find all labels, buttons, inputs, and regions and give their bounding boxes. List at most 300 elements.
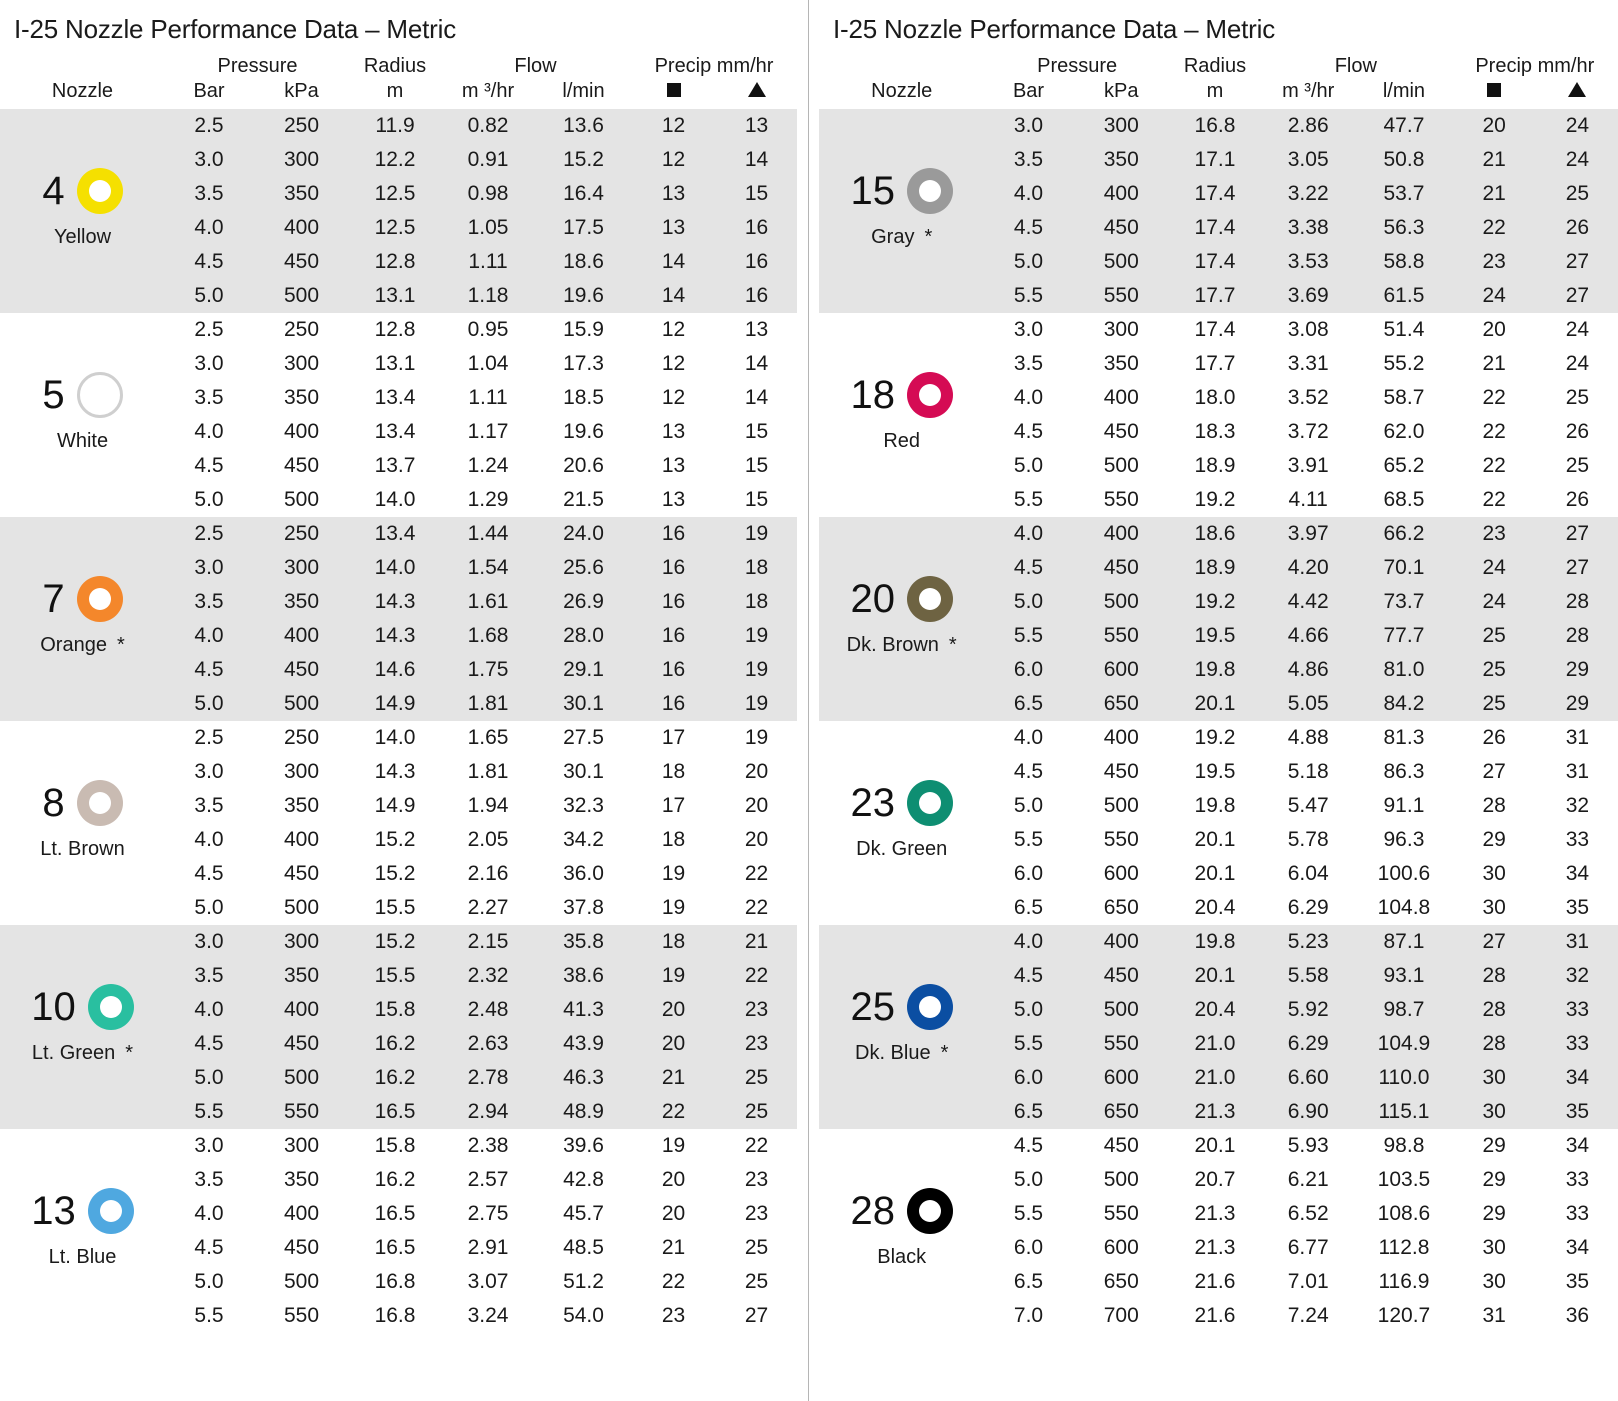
cell-radius: 16.8 (350, 1265, 440, 1299)
cell-bar: 5.5 (984, 279, 1072, 313)
cell-m3hr: 5.47 (1260, 789, 1356, 823)
header-radius-unit: m (386, 80, 404, 102)
page-title-right: I-25 Nozzle Performance Data – Metric (833, 14, 1275, 44)
cell-radius: 14.0 (350, 551, 440, 585)
cell-lmin: 112.8 (1356, 1231, 1451, 1265)
cell-precip-square: 20 (631, 993, 716, 1027)
panel-right (809, 0, 1618, 1401)
cell-radius: 14.3 (350, 619, 440, 653)
cell-precip-triangle: 33 (1537, 823, 1618, 857)
cell-radius: 19.5 (1170, 619, 1260, 653)
cell-lmin: 84.2 (1356, 687, 1451, 721)
cell-m3hr: 6.77 (1260, 1231, 1356, 1265)
cell-kpa: 500 (253, 1061, 350, 1095)
cell-radius: 17.4 (1170, 177, 1260, 211)
cell-kpa: 350 (253, 585, 350, 619)
header-group-precip: Precip mm/hr (1475, 55, 1595, 77)
cell-kpa: 350 (253, 959, 350, 993)
cell-bar: 4.5 (165, 449, 253, 483)
cell-m3hr: 2.48 (440, 993, 536, 1027)
cell-m3hr: 2.91 (440, 1231, 536, 1265)
cell-m3hr: 1.75 (440, 653, 536, 687)
cell-radius: 12.2 (350, 143, 440, 177)
nozzle-color-swatch-icon (907, 372, 953, 418)
table-row (819, 313, 1618, 347)
cell-precip-square: 16 (631, 551, 716, 585)
table-row (0, 721, 797, 755)
nozzle-color-swatch-icon (77, 780, 123, 826)
cell-bar: 4.5 (984, 551, 1072, 585)
cell-precip-square: 18 (631, 925, 716, 959)
cell-precip-square: 24 (1452, 279, 1537, 313)
cell-lmin: 86.3 (1356, 755, 1451, 789)
cell-m3hr: 1.24 (440, 449, 536, 483)
footnote-asterisk: * (948, 634, 957, 656)
cell-m3hr: 4.11 (1260, 483, 1356, 517)
cell-m3hr: 3.08 (1260, 313, 1356, 347)
footnote-asterisk: * (125, 1042, 134, 1064)
cell-kpa: 550 (1073, 619, 1170, 653)
cell-kpa: 550 (253, 1299, 350, 1333)
cell-lmin: 73.7 (1356, 585, 1451, 619)
cell-precip-triangle: 34 (1537, 1231, 1618, 1265)
cell-m3hr: 3.91 (1260, 449, 1356, 483)
cell-kpa: 450 (1073, 551, 1170, 585)
cell-precip-triangle: 25 (716, 1231, 797, 1265)
cell-radius: 16.5 (350, 1197, 440, 1231)
cell-precip-square: 12 (631, 381, 716, 415)
cell-precip-square: 20 (631, 1163, 716, 1197)
nozzle-color-swatch-icon (88, 984, 134, 1030)
table-row (0, 925, 797, 959)
cell-lmin: 26.9 (536, 585, 631, 619)
cell-kpa: 400 (253, 823, 350, 857)
cell-m3hr: 2.63 (440, 1027, 536, 1061)
cell-bar: 5.0 (984, 245, 1072, 279)
cell-kpa: 450 (1073, 415, 1170, 449)
cell-lmin: 62.0 (1356, 415, 1451, 449)
cell-bar: 5.5 (984, 823, 1072, 857)
cell-lmin: 37.8 (536, 891, 631, 925)
cell-radius: 13.4 (350, 517, 440, 551)
cell-m3hr: 2.38 (440, 1129, 536, 1163)
cell-precip-square: 22 (1452, 211, 1537, 245)
cell-precip-triangle: 35 (1537, 891, 1618, 925)
cell-lmin: 17.5 (536, 211, 631, 245)
cell-radius: 14.3 (350, 755, 440, 789)
cell-lmin: 98.7 (1356, 993, 1451, 1027)
cell-radius: 18.9 (1170, 551, 1260, 585)
cell-radius: 13.4 (350, 381, 440, 415)
nozzle-group-18 (819, 313, 984, 517)
nozzle-group-8 (0, 721, 165, 925)
cell-radius: 17.7 (1170, 347, 1260, 381)
cell-lmin: 17.3 (536, 347, 631, 381)
cell-kpa: 450 (1073, 1129, 1170, 1163)
cell-radius: 12.5 (350, 177, 440, 211)
cell-precip-square: 31 (1452, 1299, 1537, 1333)
cell-precip-square: 21 (631, 1231, 716, 1265)
nozzle-group-4 (0, 109, 165, 313)
cell-lmin: 19.6 (536, 279, 631, 313)
cell-m3hr: 5.18 (1260, 755, 1356, 789)
cell-radius: 19.8 (1170, 653, 1260, 687)
cell-kpa: 650 (1073, 687, 1170, 721)
cell-precip-triangle: 27 (1537, 517, 1618, 551)
cell-bar: 2.5 (165, 517, 253, 551)
cell-m3hr: 6.52 (1260, 1197, 1356, 1231)
cell-bar: 4.0 (165, 415, 253, 449)
cell-bar: 5.0 (984, 449, 1072, 483)
cell-lmin: 20.6 (536, 449, 631, 483)
cell-bar: 3.5 (984, 347, 1072, 381)
cell-bar: 3.0 (984, 109, 1072, 143)
cell-precip-square: 24 (1452, 551, 1537, 585)
cell-bar: 2.5 (165, 109, 253, 143)
cell-bar: 6.0 (984, 653, 1072, 687)
cell-m3hr: 6.29 (1260, 1027, 1356, 1061)
cell-radius: 19.2 (1170, 483, 1260, 517)
cell-radius: 14.9 (350, 789, 440, 823)
cell-bar: 3.0 (165, 925, 253, 959)
cell-precip-triangle: 19 (716, 721, 797, 755)
cell-kpa: 550 (1073, 823, 1170, 857)
header-m3hr: m ³/hr (1282, 80, 1335, 102)
cell-kpa: 550 (253, 1095, 350, 1129)
cell-kpa: 350 (253, 177, 350, 211)
cell-m3hr: 4.42 (1260, 585, 1356, 619)
cell-radius: 15.5 (350, 891, 440, 925)
cell-precip-square: 22 (1452, 415, 1537, 449)
cell-radius: 20.4 (1170, 993, 1260, 1027)
cell-kpa: 300 (253, 1129, 350, 1163)
cell-m3hr: 6.29 (1260, 891, 1356, 925)
cell-radius: 21.3 (1170, 1197, 1260, 1231)
cell-m3hr: 3.38 (1260, 211, 1356, 245)
cell-precip-square: 30 (1452, 857, 1537, 891)
cell-kpa: 300 (253, 551, 350, 585)
cell-kpa: 500 (253, 279, 350, 313)
nozzle-color-label: Lt. Green * (31, 1042, 134, 1064)
cell-lmin: 77.7 (1356, 619, 1451, 653)
cell-radius: 16.8 (1170, 109, 1260, 143)
cell-kpa: 650 (1073, 1095, 1170, 1129)
cell-bar: 5.5 (984, 1027, 1072, 1061)
cell-m3hr: 3.97 (1260, 517, 1356, 551)
header-group-flow: Flow (514, 55, 557, 77)
cell-kpa: 500 (1073, 1163, 1170, 1197)
cell-bar: 3.0 (165, 143, 253, 177)
cell-bar: 5.0 (165, 687, 253, 721)
cell-lmin: 38.6 (536, 959, 631, 993)
cell-m3hr: 1.44 (440, 517, 536, 551)
cell-radius: 13.7 (350, 449, 440, 483)
cell-lmin: 55.2 (1356, 347, 1451, 381)
cell-radius: 16.2 (350, 1061, 440, 1095)
cell-m3hr: 1.04 (440, 347, 536, 381)
cell-bar: 5.0 (165, 891, 253, 925)
cell-m3hr: 2.15 (440, 925, 536, 959)
cell-m3hr: 2.86 (1260, 109, 1356, 143)
square-icon (1452, 80, 1537, 109)
cell-precip-square: 19 (631, 857, 716, 891)
cell-lmin: 81.3 (1356, 721, 1451, 755)
cell-m3hr: 3.24 (440, 1299, 536, 1333)
cell-precip-triangle: 26 (1537, 415, 1618, 449)
table-row (819, 1129, 1618, 1163)
cell-kpa: 400 (253, 993, 350, 1027)
cell-precip-triangle: 19 (716, 653, 797, 687)
cell-bar: 7.0 (984, 1299, 1072, 1333)
cell-bar: 4.0 (165, 993, 253, 1027)
cell-kpa: 450 (253, 857, 350, 891)
nozzle-color-label: Dk. Green (856, 838, 948, 860)
nozzle-number: 25 (850, 985, 895, 1029)
cell-m3hr: 6.60 (1260, 1061, 1356, 1095)
cell-lmin: 96.3 (1356, 823, 1451, 857)
cell-precip-triangle: 23 (716, 1163, 797, 1197)
cell-m3hr: 1.11 (440, 381, 536, 415)
cell-kpa: 650 (1073, 1265, 1170, 1299)
cell-bar: 5.0 (165, 1061, 253, 1095)
nozzle-number: 5 (42, 373, 65, 417)
header-radius-unit: m (1206, 80, 1224, 102)
cell-precip-square: 30 (1452, 891, 1537, 925)
table-row (819, 721, 1618, 755)
cell-precip-square: 28 (1452, 959, 1537, 993)
cell-precip-square: 29 (1452, 823, 1537, 857)
table-row (819, 517, 1618, 551)
cell-precip-square: 26 (1452, 721, 1537, 755)
cell-radius: 12.8 (350, 245, 440, 279)
cell-m3hr: 3.05 (1260, 143, 1356, 177)
cell-precip-triangle: 34 (1537, 1061, 1618, 1095)
cell-radius: 14.6 (350, 653, 440, 687)
cell-precip-triangle: 34 (1537, 857, 1618, 891)
cell-precip-triangle: 33 (1537, 1163, 1618, 1197)
nozzle-number: 7 (42, 577, 65, 621)
nozzle-number: 20 (850, 577, 895, 621)
cell-bar: 5.0 (984, 1163, 1072, 1197)
cell-lmin: 43.9 (536, 1027, 631, 1061)
cell-radius: 12.5 (350, 211, 440, 245)
cell-precip-triangle: 15 (716, 483, 797, 517)
cell-m3hr: 3.52 (1260, 381, 1356, 415)
cell-kpa: 500 (1073, 585, 1170, 619)
cell-precip-square: 22 (1452, 449, 1537, 483)
cell-bar: 4.5 (984, 1129, 1072, 1163)
cell-kpa: 600 (1073, 653, 1170, 687)
cell-kpa: 450 (1073, 211, 1170, 245)
cell-precip-triangle: 15 (716, 177, 797, 211)
cell-lmin: 70.1 (1356, 551, 1451, 585)
nozzle-group-7 (0, 517, 165, 721)
cell-lmin: 116.9 (1356, 1265, 1451, 1299)
cell-m3hr: 6.04 (1260, 857, 1356, 891)
cell-bar: 6.5 (984, 1265, 1072, 1299)
cell-m3hr: 2.75 (440, 1197, 536, 1231)
cell-bar: 6.5 (984, 1095, 1072, 1129)
cell-precip-square: 23 (631, 1299, 716, 1333)
nozzle-color-swatch-icon (907, 984, 953, 1030)
cell-precip-triangle: 34 (1537, 1129, 1618, 1163)
cell-precip-square: 18 (631, 823, 716, 857)
cell-bar: 4.5 (984, 415, 1072, 449)
cell-radius: 15.5 (350, 959, 440, 993)
cell-precip-square: 21 (1452, 143, 1537, 177)
cell-precip-triangle: 28 (1537, 585, 1618, 619)
table-row (0, 109, 797, 143)
table-row (819, 109, 1618, 143)
cell-precip-triangle: 15 (716, 449, 797, 483)
cell-lmin: 15.2 (536, 143, 631, 177)
cell-lmin: 47.7 (1356, 109, 1451, 143)
cell-precip-square: 20 (631, 1197, 716, 1231)
cell-radius: 15.2 (350, 857, 440, 891)
cell-bar: 4.5 (165, 857, 253, 891)
cell-bar: 4.0 (984, 925, 1072, 959)
cell-lmin: 18.5 (536, 381, 631, 415)
nozzle-color-label: Gray * (871, 226, 933, 248)
cell-kpa: 450 (1073, 755, 1170, 789)
cell-kpa: 350 (253, 381, 350, 415)
cell-precip-triangle: 19 (716, 517, 797, 551)
cell-precip-square: 29 (1452, 1129, 1537, 1163)
cell-kpa: 300 (1073, 313, 1170, 347)
cell-m3hr: 4.66 (1260, 619, 1356, 653)
cell-radius: 11.9 (350, 109, 440, 143)
cell-bar: 4.5 (165, 653, 253, 687)
cell-lmin: 54.0 (536, 1299, 631, 1333)
cell-kpa: 450 (253, 653, 350, 687)
cell-radius: 21.3 (1170, 1095, 1260, 1129)
cell-bar: 3.0 (984, 313, 1072, 347)
cell-precip-triangle: 25 (1537, 449, 1618, 483)
cell-kpa: 600 (1073, 1231, 1170, 1265)
cell-bar: 4.5 (165, 245, 253, 279)
cell-bar: 3.5 (165, 789, 253, 823)
cell-lmin: 18.6 (536, 245, 631, 279)
cell-precip-triangle: 26 (1537, 211, 1618, 245)
cell-precip-square: 22 (1452, 381, 1537, 415)
nozzle-color-label: Red (883, 430, 921, 452)
cell-precip-triangle: 27 (1537, 279, 1618, 313)
cell-kpa: 350 (1073, 347, 1170, 381)
cell-kpa: 250 (253, 313, 350, 347)
cell-precip-square: 30 (1452, 1095, 1537, 1129)
cell-radius: 16.8 (350, 1299, 440, 1333)
cell-bar: 6.0 (984, 1061, 1072, 1095)
nozzle-color-swatch-icon (77, 372, 123, 418)
cell-m3hr: 1.05 (440, 211, 536, 245)
cell-bar: 3.5 (165, 959, 253, 993)
cell-bar: 3.5 (165, 585, 253, 619)
cell-m3hr: 0.98 (440, 177, 536, 211)
cell-lmin: 58.7 (1356, 381, 1451, 415)
cell-radius: 19.5 (1170, 755, 1260, 789)
cell-bar: 4.0 (984, 177, 1072, 211)
cell-lmin: 98.8 (1356, 1129, 1451, 1163)
cell-lmin: 16.4 (536, 177, 631, 211)
cell-kpa: 250 (253, 721, 350, 755)
triangle-icon (1537, 80, 1618, 109)
nozzle-number: 15 (850, 169, 895, 213)
cell-radius: 15.8 (350, 1129, 440, 1163)
cell-m3hr: 3.53 (1260, 245, 1356, 279)
cell-precip-square: 28 (1452, 993, 1537, 1027)
cell-lmin: 103.5 (1356, 1163, 1451, 1197)
cell-kpa: 300 (253, 143, 350, 177)
cell-radius: 20.1 (1170, 857, 1260, 891)
cell-lmin: 120.7 (1356, 1299, 1451, 1333)
cell-radius: 18.3 (1170, 415, 1260, 449)
cell-bar: 5.0 (165, 483, 253, 517)
header-nozzle: Nozzle (51, 80, 114, 102)
nozzle-color-label: Yellow (53, 226, 112, 248)
nozzle-number: 28 (850, 1189, 895, 1233)
cell-kpa: 450 (253, 1027, 350, 1061)
cell-precip-triangle: 19 (716, 619, 797, 653)
cell-m3hr: 3.07 (440, 1265, 536, 1299)
cell-m3hr: 3.31 (1260, 347, 1356, 381)
cell-kpa: 400 (1073, 925, 1170, 959)
cell-bar: 5.5 (165, 1095, 253, 1129)
cell-precip-square: 18 (631, 755, 716, 789)
cell-lmin: 108.6 (1356, 1197, 1451, 1231)
cell-precip-square: 22 (631, 1265, 716, 1299)
cell-m3hr: 0.82 (440, 109, 536, 143)
nozzle-number: 4 (42, 169, 65, 213)
nozzle-number: 18 (850, 373, 895, 417)
cell-precip-square: 16 (631, 585, 716, 619)
cell-lmin: 15.9 (536, 313, 631, 347)
cell-radius: 16.2 (350, 1027, 440, 1061)
nozzle-color-label: Lt. Brown (40, 838, 125, 860)
cell-precip-triangle: 19 (716, 687, 797, 721)
cell-bar: 5.5 (165, 1299, 253, 1333)
cell-m3hr: 5.05 (1260, 687, 1356, 721)
header-group-radius: Radius (363, 55, 427, 77)
cell-kpa: 400 (253, 1197, 350, 1231)
cell-radius: 20.1 (1170, 687, 1260, 721)
footnote-asterisk: * (116, 634, 125, 656)
cell-lmin: 28.0 (536, 619, 631, 653)
nozzle-group-23 (819, 721, 984, 925)
cell-precip-square: 21 (1452, 347, 1537, 381)
cell-kpa: 550 (1073, 1197, 1170, 1231)
cell-precip-triangle: 13 (716, 109, 797, 143)
header-group-precip: Precip mm/hr (654, 55, 774, 77)
cell-precip-square: 12 (631, 347, 716, 381)
cell-lmin: 66.2 (1356, 517, 1451, 551)
cell-bar: 4.0 (984, 381, 1072, 415)
cell-precip-triangle: 18 (716, 551, 797, 585)
cell-m3hr: 4.88 (1260, 721, 1356, 755)
cell-m3hr: 3.69 (1260, 279, 1356, 313)
cell-radius: 14.0 (350, 483, 440, 517)
cell-lmin: 46.3 (536, 1061, 631, 1095)
cell-precip-triangle: 33 (1537, 993, 1618, 1027)
cell-bar: 4.0 (165, 211, 253, 245)
cell-kpa: 450 (253, 449, 350, 483)
cell-m3hr: 5.78 (1260, 823, 1356, 857)
cell-precip-triangle: 26 (1537, 483, 1618, 517)
cell-lmin: 104.9 (1356, 1027, 1451, 1061)
square-icon (631, 80, 716, 109)
cell-precip-triangle: 32 (1537, 959, 1618, 993)
nozzle-color-swatch-icon (907, 1188, 953, 1234)
header-group-pressure: Pressure (1037, 55, 1118, 77)
